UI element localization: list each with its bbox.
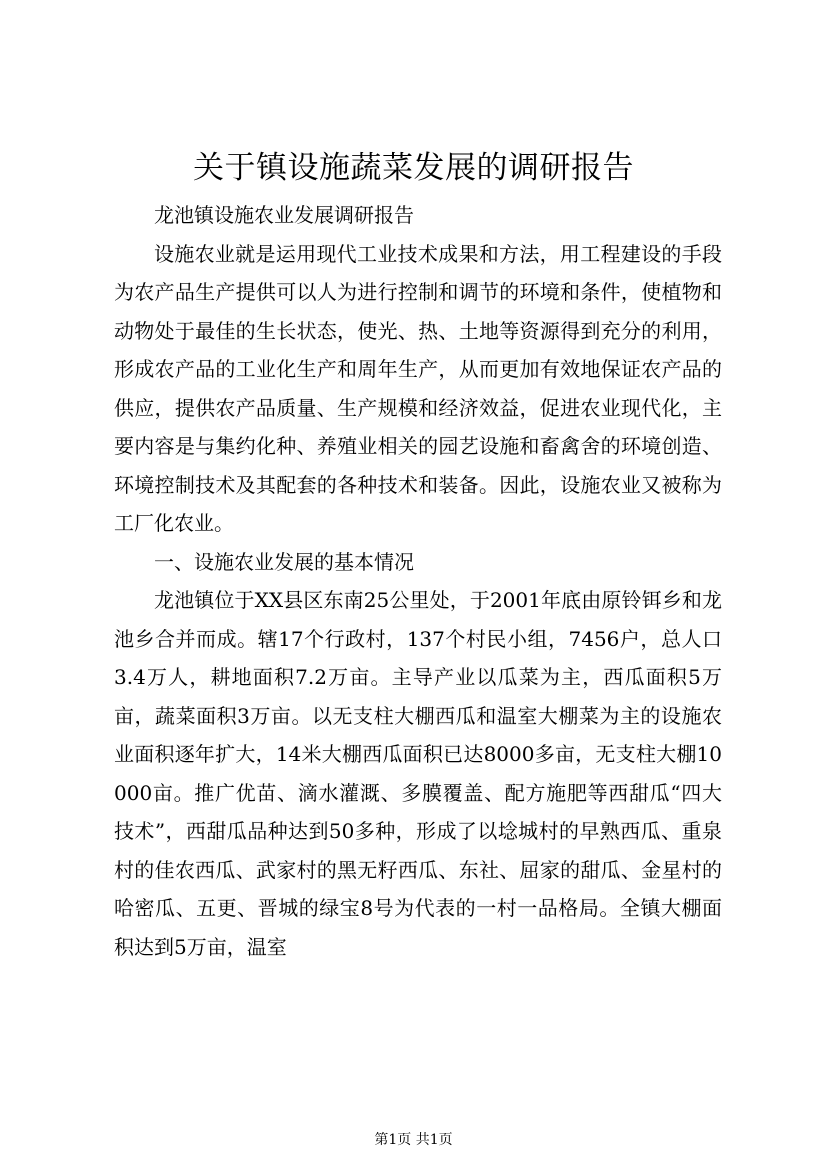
paragraph-situation: 龙池镇位于XX县区东南25公里处，于2001年底由原铃铒乡和龙池乡合并而成。辖17个行政村，137个村民小组，7456户，总人口3.4万人，耕地面积7.2万亩。主导产业以瓜菜为主，西瓜面积5万亩，蔬菜面积3万亩。以无支柱大棚西瓜和温室大棚菜为主的设施农业面积逐年扩大，14米大棚西瓜面积已达8000多亩，无支柱大棚10000亩。推广优苗、滴水灌溉、多膜覆盖、配方施肥等西甜瓜“四大技术”，西甜瓜品种达到50多种，形成了以埝城村的早熟西瓜、重泉村的佳农西瓜、武家村的黑无籽西瓜、东社、屈家的甜瓜、金星村的哈密瓜、五更、晋城的绿宝8号为代表的一村一品格局。全镇大棚面积达到5万亩，温室	[114, 588, 722, 959]
document-title: 关于镇设施蔬菜发展的调研报告	[193, 150, 634, 186]
paragraph-intro: 设施农业就是运用现代工业技术成果和方法，用工程建设的手段为农产品生产提供可以人为进行控制和调节的环境和条件，使植物和动物处于最佳的生长状态，使光、热、土地等资源得到充分的利用，形成农产品的工业化生产和周年生产，从而更加有效地保证农产品的供应，提供农产品质量、生产规模和经济效益，促进农业现代化，主要内容是与集约化种、养殖业相关的园艺设施和畜禽舍的环境创造、环境控制技术及其配套的各种技术和装备。因此，设施农业又被称为工厂化农业。	[114, 241, 722, 535]
paragraph-subtitle: 龙池镇设施农业发展调研报告	[154, 203, 414, 227]
section-heading: 一、设施农业发展的基本情况	[154, 549, 414, 574]
document-body	[114, 196, 722, 966]
page-footer: 第1页 共1页	[374, 1132, 453, 1148]
